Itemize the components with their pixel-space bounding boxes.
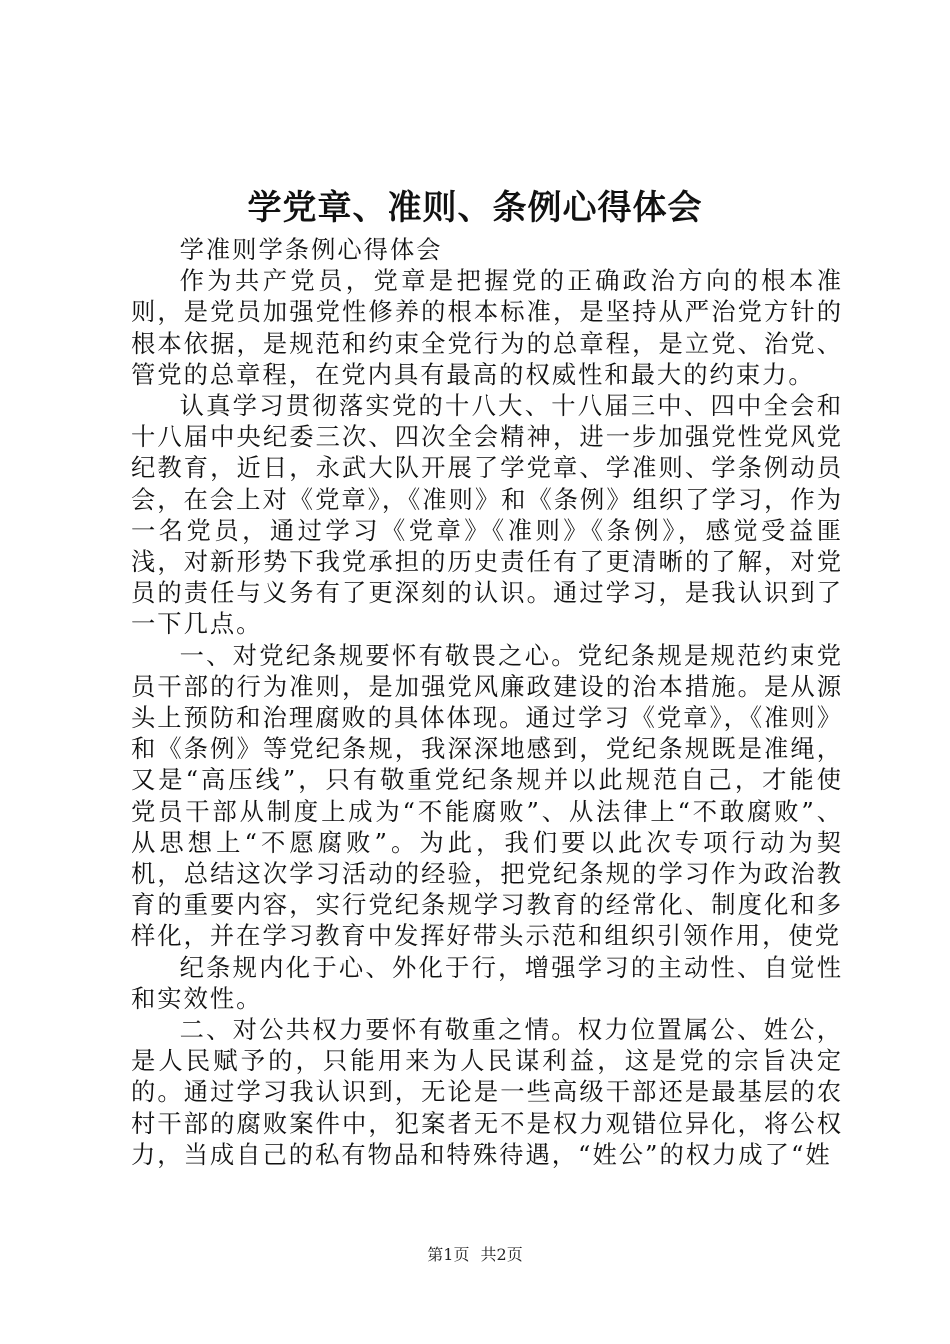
body-paragraph: 一、对党纪条规要怀有敬畏之心。党纪条规是规范约束党员干部的行为准则，是加强党风廉政建设的治本措施。是从源头上预防和治理腐败的具体体现。通过学习《党章》，《准则》和《条例》等党纪条规，我深深地感到，党纪条规既是准绳，又是“高压线”，只有敬重党纪条规并以此规范自己，才能使党员干部从制度上成为“不能腐败”、从法律上“不敢腐败”、从思想上“不愿腐败”。为此，我们要以此次专项行动为契机，总结这次学习活动的经验，把党纪条规的学习作为政治教育的重要内容，实行党纪条规学习教育的经常化、制度化和多样化，并在学习教育中发挥好带头示范和组织引领作用，使党: [131, 640, 844, 951]
page-number: 第1页: [427, 1245, 470, 1264]
body-paragraph: 纪条规内化于心、外化于行，增强学习的主动性、自觉性和实效性。: [131, 952, 843, 1013]
body-paragraph: 认真学习贯彻落实党的十八大、十八届三中、四中全会和十八届中央纪委三次、四次全会精神，进一步加强党性党风党纪教育，近日，永武大队开展了学党章、学准则、学条例动员会，在会上对《党章》，《准则》和《条例》组织了学习，作为一名党员，通过学习《党章》《准则》《条例》，感觉受益匪浅，对新形势下我党承担的历史责任有了更清晰的了解，对党员的责任与义务有了更深刻的认识。通过学习，是我认识到了一下几点。: [131, 391, 844, 639]
body-paragraph: 作为共产党员，党章是把握党的正确政治方向的根本准则，是党员加强党性修养的根本标准，是坚持从严治党方针的根本依据，是规范和约束全党行为的总章程，是立党、治党、管党的总章程，在党内具有最高的权威性和最大的约束力。: [131, 266, 843, 389]
document-title: 学党章、准则、条例心得体会: [247, 188, 703, 228]
body-paragraph: 二、对公共权力要怀有敬重之情。权力位置属公、姓公，是人民赋予的，只能用来为人民谋利益，这是党的宗旨决定的。通过学习我认识到，无论是一些高级干部还是最基层的农村干部的腐败案件中，犯案者无不是权力观错位异化，将公权力，当成自己的私有物品和特殊待遇，“姓公”的权力成了“姓: [131, 1015, 843, 1169]
page-total: 共2页: [480, 1245, 523, 1264]
page-footer: [0, 1243, 950, 1267]
document-body: [131, 234, 843, 1170]
subtitle-paragraph: 学准则学条例心得体会: [179, 235, 443, 264]
